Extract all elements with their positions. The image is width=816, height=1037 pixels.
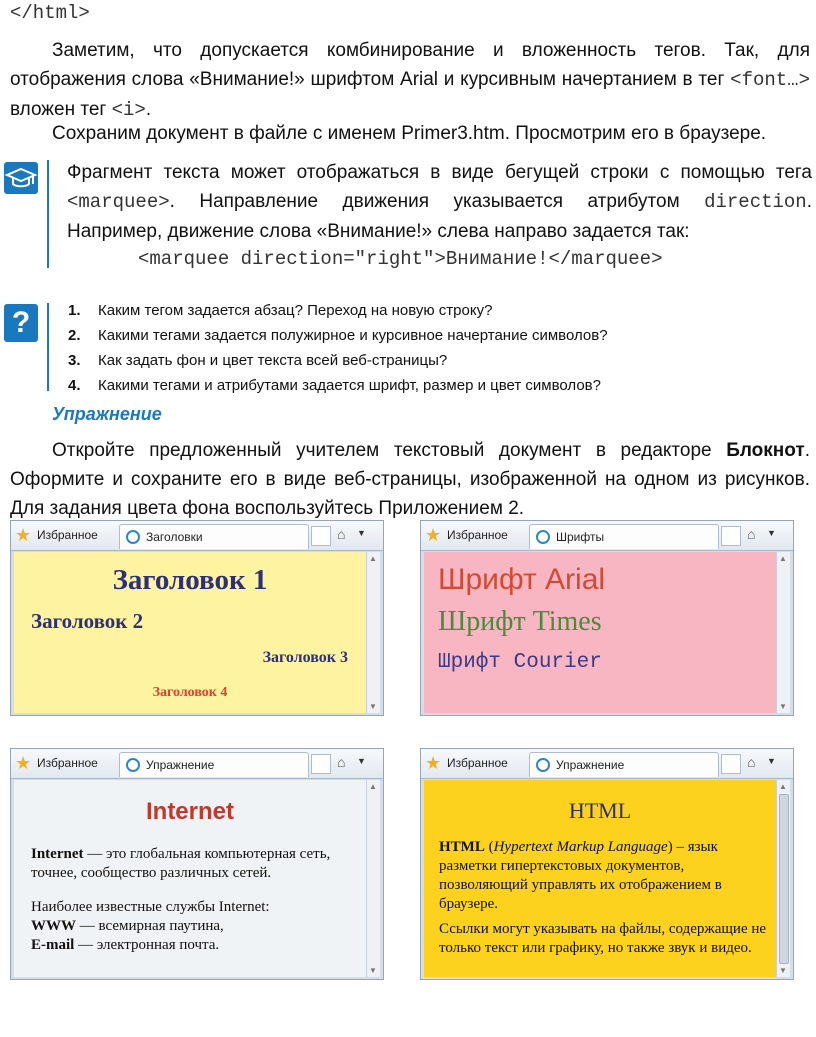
html-links-text: Ссылки могут указывать на файлы, содержащие не только текст или графику, но также звук и видео. (439, 921, 767, 956)
scroll-down-icon[interactable]: ▼ (779, 966, 787, 975)
star-icon: ★ (425, 525, 442, 545)
browser-toolbar (421, 749, 793, 779)
browser-window-fonts (420, 520, 794, 716)
question-text: Как задать фон и цвет текста всей веб-страницы? (98, 352, 448, 369)
favorites-label: Избранное (37, 528, 98, 542)
note-text-middle: . Направление движения указывается атрибутом (169, 191, 705, 212)
paragraph-save-document: Сохраним документ в файле с именем Primer3.htm. Просмотрим его в браузере. (52, 123, 767, 144)
internet-services (31, 898, 366, 955)
browser-toolbar (11, 521, 383, 551)
services-heading: Наиболее известные службы Internet: (31, 899, 270, 915)
service-www (31, 917, 366, 936)
questions-divider (47, 303, 49, 391)
html-title: HTML (568, 798, 632, 823)
new-tab-button[interactable] (721, 754, 741, 774)
marquee-code-example: <marquee direction="right">Внимание!</marquee> (138, 248, 663, 270)
service-www-term: WWW (31, 918, 76, 934)
exercise-notepad: Блокнот (726, 440, 805, 461)
favorites-button[interactable] (15, 753, 98, 774)
p1-text-before: Заметим, что допускается комбинирование и вложенность тегов. Так, для отображения слова «Внимание!» шрифтом Arial и курсивным начертанием в тег (10, 40, 810, 90)
scroll-up-icon[interactable]: ▲ (779, 554, 787, 563)
p1-code-i: <i> (111, 99, 146, 121)
heading-4: Заголовок 4 (152, 685, 228, 700)
question-mark-icon (4, 304, 38, 342)
browser-window-headings (10, 520, 384, 716)
page-content (14, 780, 366, 977)
star-icon: ★ (425, 753, 442, 773)
service-email-text: — электронная почта. (74, 937, 220, 953)
scroll-thumb[interactable] (779, 794, 789, 964)
favorites-label: Избранное (447, 756, 508, 770)
list-item (68, 348, 608, 373)
home-icon[interactable]: ⌂ (747, 754, 756, 770)
tab-label: Шрифты (556, 530, 605, 544)
new-tab-button[interactable] (311, 526, 331, 546)
scroll-down-icon[interactable]: ▼ (779, 702, 787, 711)
html-definition-text: ) – язык разметки гипертекстовых документов, позволяющий управлять их отображением в браузере. (439, 839, 722, 912)
html-term: HTML (439, 839, 485, 855)
scroll-up-icon[interactable]: ▲ (369, 554, 377, 563)
paragraph-tag-nesting (10, 36, 810, 125)
heading-1: Заголовок 1 (112, 564, 268, 596)
note-divider (47, 160, 49, 268)
chevron-down-icon[interactable]: ▼ (357, 756, 366, 766)
internet-term: Internet (31, 846, 84, 862)
favorites-button[interactable] (425, 525, 508, 546)
star-icon: ★ (15, 753, 32, 773)
tab-headings[interactable] (119, 524, 309, 549)
exercise-title: Упражнение (52, 404, 162, 424)
internet-definition-text: — это глобальная компьютерная сеть, точнее, сообщество различных сетей. (31, 846, 331, 881)
chevron-down-icon[interactable]: ▼ (357, 528, 366, 538)
html-definition (439, 838, 774, 914)
heading-3: Заголовок 3 (262, 649, 348, 666)
note-text-before: Фрагмент текста может отображаться в виде бегущей строки с помощью тега (67, 162, 812, 183)
tab-label: Упражнение (556, 758, 625, 772)
tab-exercise[interactable] (529, 752, 719, 777)
internet-title: Internet (145, 798, 234, 825)
html-paren-open: ( (484, 839, 494, 855)
question-text: Какими тегами задается полужирное и курсивное начертание символов? (98, 327, 608, 344)
list-item (68, 323, 608, 348)
favorites-label: Избранное (447, 528, 508, 542)
font-courier-sample: Шрифт Courier (438, 651, 602, 674)
closing-html-tag: </html> (10, 2, 90, 24)
question-number: 1. (68, 302, 81, 319)
scroll-down-icon[interactable]: ▼ (369, 966, 377, 975)
list-item (68, 373, 608, 398)
exercise-text-before: Откройте предложенный учителем текстовый документ в редакторе (52, 440, 727, 461)
p1-code-font: <font…> (730, 69, 810, 91)
chevron-down-icon[interactable]: ▼ (767, 756, 776, 766)
scroll-up-icon[interactable]: ▲ (369, 782, 377, 791)
browser-toolbar (421, 521, 793, 551)
font-arial-sample: Шрифт Arial (438, 563, 606, 596)
html-expansion: Hypertext Markup Language (493, 839, 668, 855)
question-text: Какими тегами и атрибутами задается шрифт, размер и цвет символов? (98, 377, 601, 394)
new-tab-button[interactable] (311, 754, 331, 774)
question-number: 4. (68, 377, 81, 394)
font-times-sample: Шрифт Times (438, 606, 602, 637)
exercise-text (10, 436, 810, 523)
favorites-button[interactable] (425, 753, 508, 774)
list-item (68, 298, 608, 323)
page-content (424, 780, 776, 977)
graduation-cap-icon (4, 162, 38, 194)
tab-label: Заголовки (146, 530, 203, 544)
heading-2: Заголовок 2 (31, 609, 144, 633)
tab-label: Упражнение (146, 758, 215, 772)
p1-text-middle: вложен тег (10, 99, 112, 120)
ie-icon (126, 758, 140, 772)
home-icon[interactable]: ⌂ (337, 754, 346, 770)
scrollbar[interactable] (366, 552, 380, 713)
question-number: 2. (68, 327, 81, 344)
exercise-text-after: . Оформите и сохраните его в виде веб-страницы, изображенной на одном из рисунков. Для задания цвета фона воспользуйтесь Приложением 2. (10, 440, 810, 519)
scrollbar[interactable] (366, 780, 380, 977)
p1-text-after: . (145, 99, 152, 120)
ie-icon (536, 758, 550, 772)
ie-icon (126, 530, 140, 544)
scroll-down-icon[interactable]: ▼ (369, 702, 377, 711)
scrollbar[interactable] (776, 552, 790, 713)
ie-icon (536, 530, 550, 544)
note-code-direction: direction (704, 191, 807, 213)
question-glyph: ? (11, 306, 31, 339)
internet-definition (31, 845, 366, 883)
note-code-marquee: <marquee> (67, 191, 170, 213)
service-email-term: E-mail (31, 937, 75, 953)
new-tab-button[interactable] (721, 526, 741, 546)
question-number: 3. (68, 352, 81, 369)
service-email (31, 936, 366, 955)
home-icon[interactable]: ⌂ (747, 526, 756, 542)
scrollbar[interactable] (776, 780, 790, 977)
chevron-down-icon[interactable]: ▼ (767, 528, 776, 538)
tab-fonts[interactable] (529, 524, 719, 549)
favorites-label: Избранное (37, 756, 98, 770)
note-marquee-text (67, 158, 812, 246)
star-icon: ★ (15, 525, 32, 545)
question-text: Каким тегом задается абзац? Переход на новую строку? (98, 302, 493, 319)
page-content (14, 552, 366, 713)
page-content (424, 552, 776, 713)
scroll-up-icon[interactable]: ▲ (779, 782, 787, 791)
favorites-button[interactable] (15, 525, 98, 546)
home-icon[interactable]: ⌂ (337, 526, 346, 542)
questions-list (68, 298, 608, 398)
browser-window-html (420, 748, 794, 980)
service-www-text: — всемирная паутина, (76, 918, 224, 934)
note-text-after: . Например, движение слова «Внимание!» слева направо задается так: (67, 191, 812, 242)
browser-window-internet (10, 748, 384, 980)
browser-toolbar (11, 749, 383, 779)
tab-exercise[interactable] (119, 752, 309, 777)
